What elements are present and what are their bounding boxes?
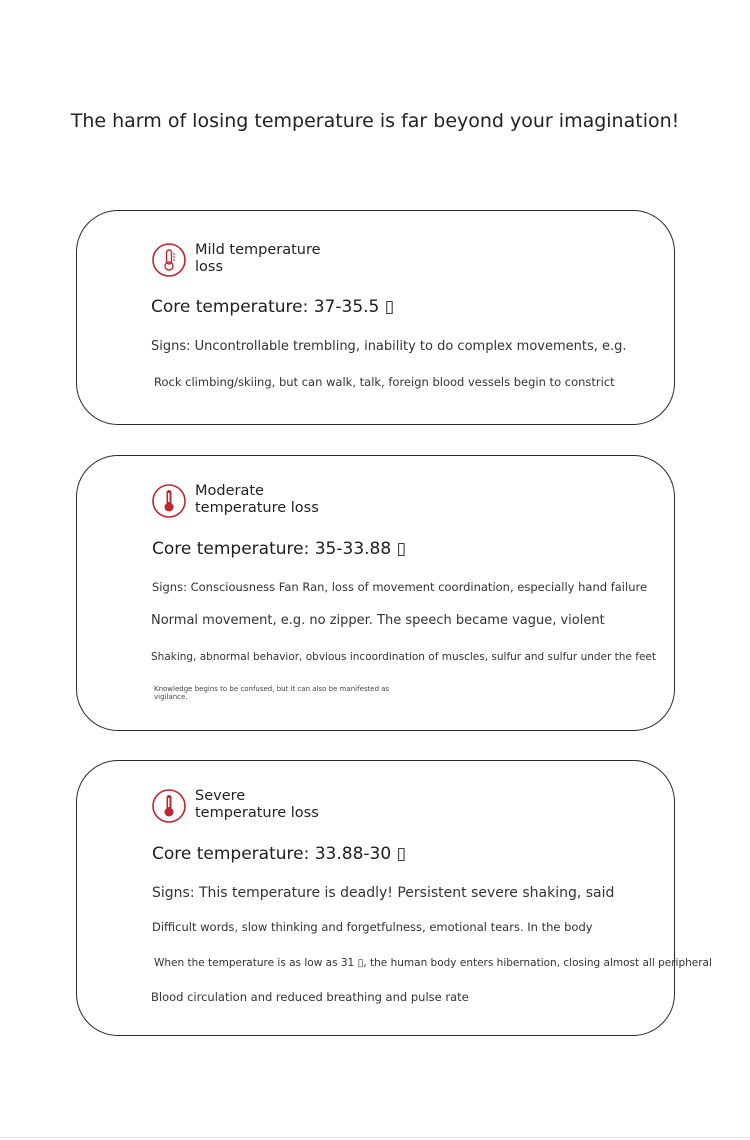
sign-line: Rock climbing/skiing, but can walk, talk, foreign blood vessels begin to constrict	[154, 375, 615, 389]
mild-loss-card	[76, 210, 675, 425]
thermometer-icon	[152, 484, 186, 518]
sign-line: Signs: Uncontrollable trembling, inability to do complex movements, e.g.	[151, 339, 627, 354]
severe-loss-card	[76, 760, 712, 1036]
sign-line: When the temperature is as low as 31 ▯, the human body enters hibernation, closing almost all peripheral	[154, 957, 712, 969]
sign-line: Knowledge begins to be confused, but it can also be manifested as vigilance.	[154, 685, 390, 701]
card-heading: Severe temperature loss	[195, 788, 319, 821]
thermometer-icon	[152, 789, 186, 823]
sign-line: Difficult words, slow thinking and forgetfulness, emotional tears. In the body	[152, 920, 593, 934]
sign-line: Normal movement, e.g. no zipper. The speech became vague, violent	[151, 613, 605, 628]
core-temperature: Core temperature: 33.88-30 ▯	[152, 844, 406, 864]
core-temperature: Core temperature: 35-33.88 ▯	[152, 539, 406, 559]
card-heading: Moderate temperature loss	[195, 483, 319, 516]
bottom-divider	[0, 1137, 750, 1138]
sign-line: Signs: This temperature is deadly! Persistent severe shaking, said	[152, 885, 615, 901]
card-heading: Mild temperature loss	[195, 242, 321, 275]
sign-line: Blood circulation and reduced breathing and pulse rate	[151, 990, 469, 1004]
sign-line: Shaking, abnormal behavior, obvious incoordination of muscles, sulfur and sulfur under the feet	[151, 651, 656, 663]
moderate-loss-card	[76, 455, 675, 731]
core-temperature: Core temperature: 37-35.5 ▯	[151, 297, 395, 317]
sign-line: Signs: Consciousness Fan Ran, loss of movement coordination, especially hand failure	[152, 580, 648, 594]
page-title: The harm of losing temperature is far beyond your imagination!	[70, 110, 680, 132]
thermometer-icon	[152, 243, 186, 277]
